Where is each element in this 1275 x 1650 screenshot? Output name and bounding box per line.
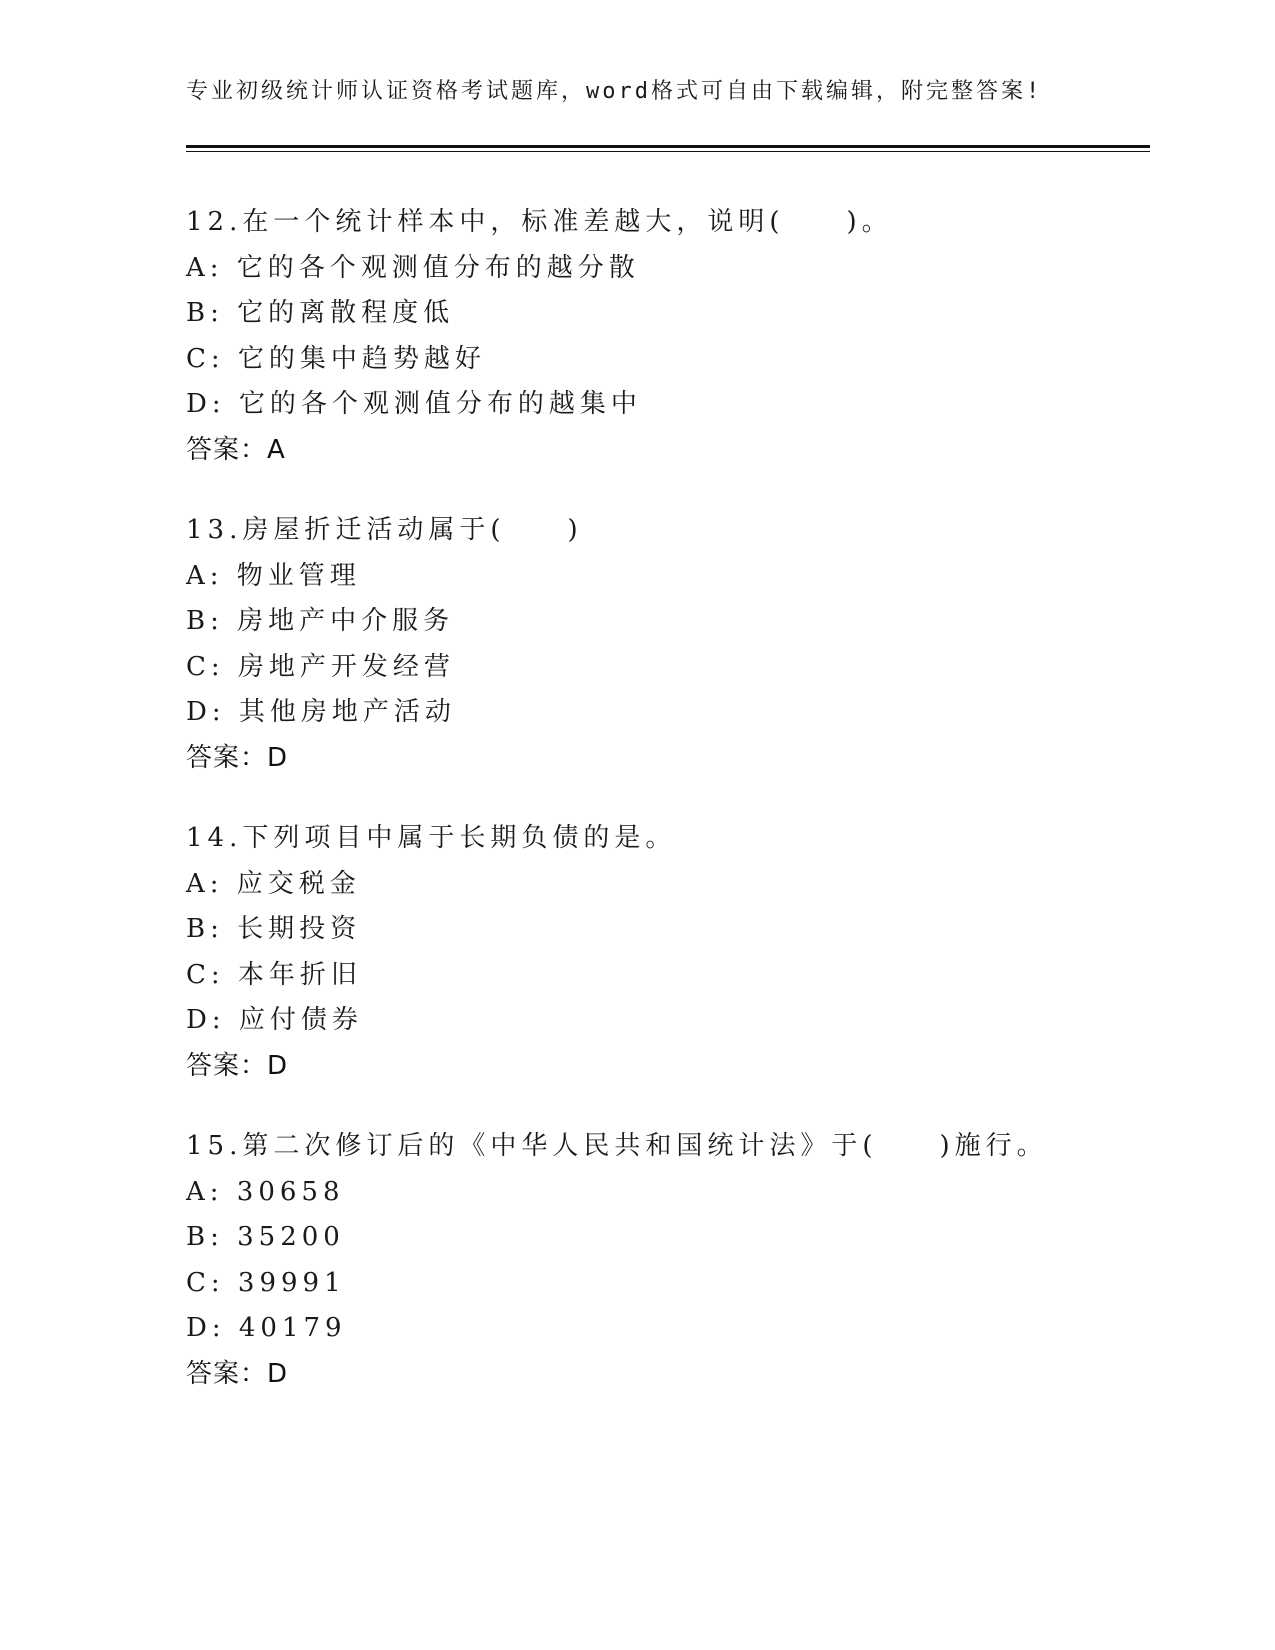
answer-line: 答案：A	[186, 434, 286, 465]
question-stem: 13.房屋折迁活动属于( )	[186, 515, 583, 545]
option-d: D: 其他房地产活动	[186, 697, 456, 727]
option-b: B: 它的离散程度低	[186, 298, 455, 328]
question-stem: 15.第二次修订后的《中华人民共和国统计法》于( )施行。	[186, 1131, 1048, 1161]
option-a: A: 它的各个观测值分布的越分散	[186, 252, 640, 283]
option-b: B: 35200	[186, 1222, 345, 1252]
header-rule-thin	[186, 151, 1150, 152]
question-list	[186, 200, 1150, 1432]
option-d: D: 它的各个观测值分布的越集中	[186, 389, 642, 419]
question-15	[186, 1124, 1150, 1397]
option-c: C: 39991	[186, 1267, 346, 1298]
option-b: B: 长期投资	[186, 914, 362, 944]
question-12	[186, 200, 1150, 473]
option-d: D: 40179	[186, 1313, 347, 1343]
page-header: 专业初级统计师认证资格考试题库，word格式可自由下载编辑，附完整答案!	[186, 79, 1043, 104]
question-stem: 14.下列项目中属于长期负债的是。	[186, 823, 677, 853]
answer-line: 答案：D	[186, 742, 289, 773]
option-c: C: 本年折旧	[186, 959, 362, 990]
answer-line: 答案：D	[186, 1050, 289, 1081]
answer-line: 答案：D	[186, 1358, 289, 1389]
option-a: A: 30658	[186, 1176, 345, 1207]
option-a: A: 物业管理	[186, 560, 361, 591]
question-13	[186, 508, 1150, 781]
question-stem: 12.在一个统计样本中，标准差越大，说明( )。	[186, 207, 893, 237]
option-d: D: 应付债券	[186, 1005, 363, 1035]
question-14	[186, 816, 1150, 1089]
option-c: C: 房地产开发经营	[186, 651, 455, 682]
header-rule-thick	[186, 145, 1150, 148]
option-c: C: 它的集中趋势越好	[186, 343, 486, 374]
option-b: B: 房地产中介服务	[186, 606, 455, 636]
option-a: A: 应交税金	[186, 868, 361, 899]
